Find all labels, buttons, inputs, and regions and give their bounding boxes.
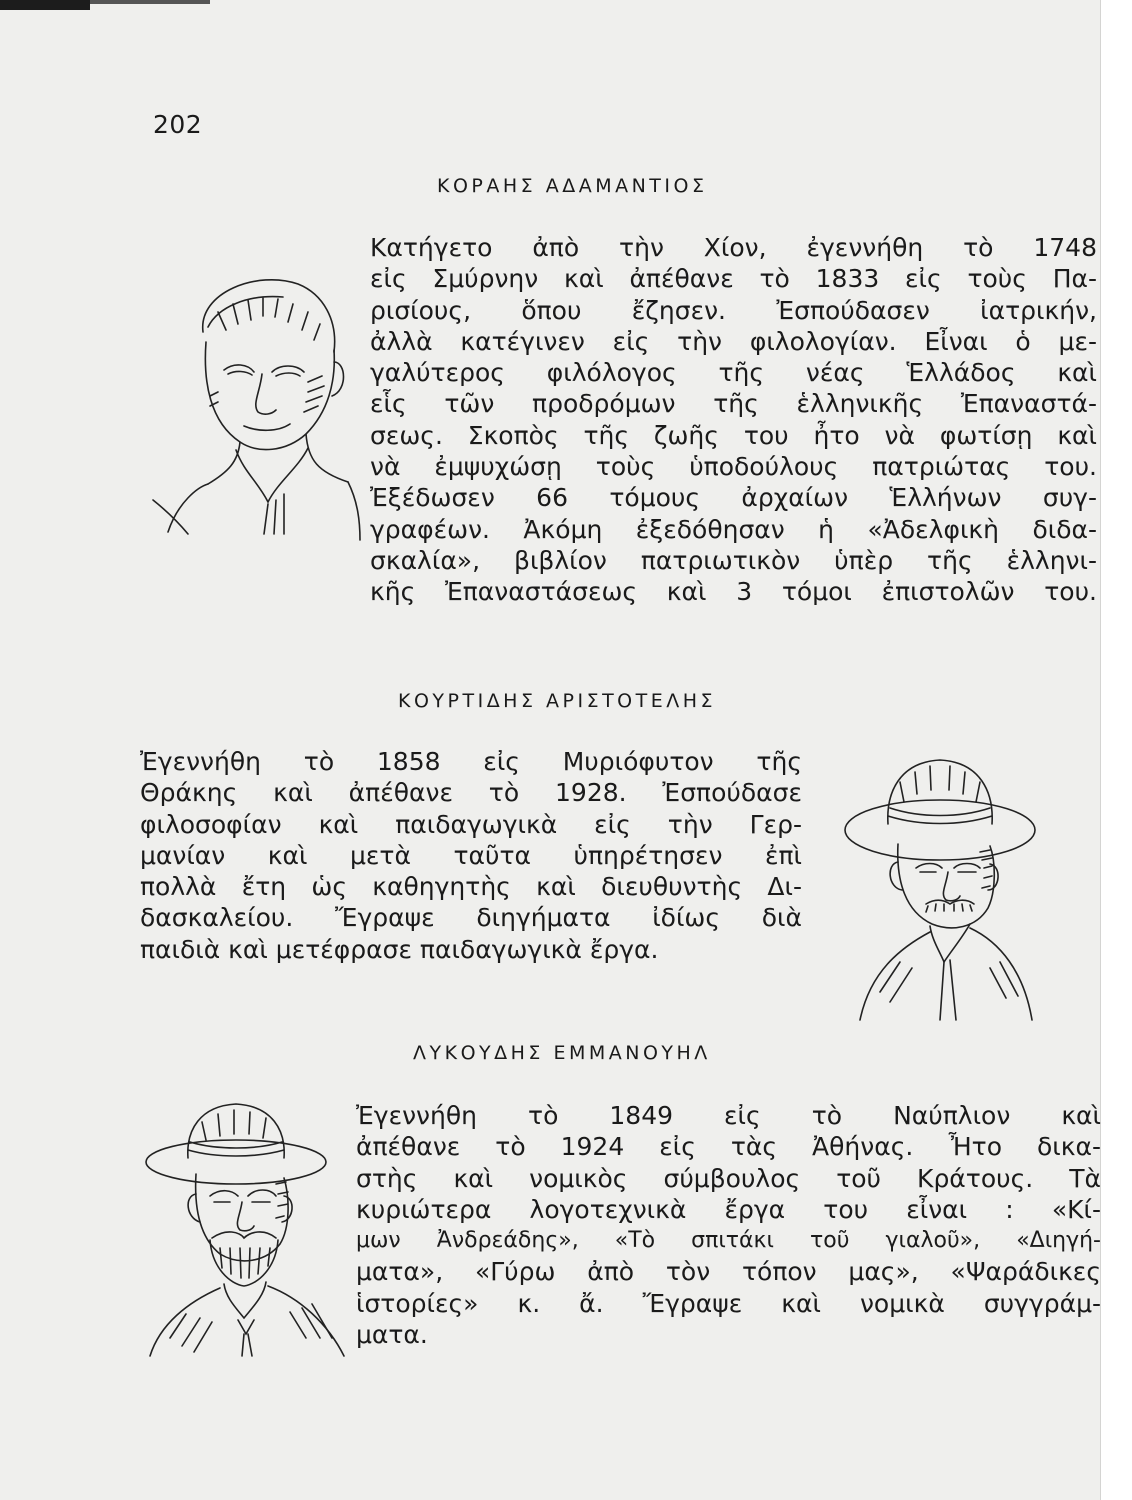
text-line: μων Ἀνδρεάδης», «Τὸ σπιτάκι τοῦ γιαλοῦ», «Διηγή- bbox=[356, 1228, 1101, 1254]
text-line: ματα», «Γύρω ἀπὸ τὸν τόπον μας», «Ψαράδικες bbox=[356, 1257, 1101, 1287]
text-line: Κατήγετο ἀπὸ τὴν Χίον, ἐγεννήθη τὸ 1748 bbox=[370, 233, 1097, 262]
entry-heading-lykoudis: ΛΥΚΟΥΔΗΣ ΕΜΜΑΝΟΥΗΛ bbox=[413, 1042, 711, 1064]
text-line: ἀλλὰ κατέγινεν εἰς τὴν φιλολογίαν. Εἶναι ὁ με- bbox=[370, 326, 1097, 356]
text-line: εἷς τῶν προδρόμων τῆς ἑλληνικῆς Ἐπαναστά- bbox=[370, 389, 1097, 419]
text-line: κῆς Ἐπαναστάσεως καὶ 3 τόμοι ἐπιστολῶν του. bbox=[370, 577, 1097, 607]
scan-edge-shadow bbox=[0, 0, 90, 10]
text-line: πολλὰ ἔτη ὡς καθηγητὴς καὶ διευθυντὴς Δι- bbox=[140, 872, 802, 902]
entry-heading-korais: ΚΟΡΑΗΣ ΑΔΑΜΑΝΤΙΟΣ bbox=[437, 175, 708, 197]
text-line: εἰς Σμύρνην καὶ ἀπέθανε τὸ 1833 εἰς τοὺς Πα- bbox=[370, 264, 1097, 294]
text-line: Ἐγεννήθη τὸ 1858 εἰς Μυριόφυτον τῆς bbox=[140, 747, 802, 776]
entry-text-lykoudis bbox=[356, 1100, 1101, 1350]
portrait-korais bbox=[148, 272, 363, 542]
text-line: ρισίους, ὅπου ἔζησεν. Ἐσπούδασεν ἰατρικήν, bbox=[370, 295, 1097, 325]
text-line: κυριώτερα λογοτεχνικὰ ἔργα του εἶναι : «Κί- bbox=[356, 1194, 1101, 1224]
text-line: γραφέων. Ἀκόμη ἐξεδόθησαν ἡ «Ἀδελφικὴ διδα- bbox=[370, 514, 1097, 544]
text-line: ματα. bbox=[356, 1320, 428, 1350]
page-number: 202 bbox=[153, 110, 203, 139]
text-line: στὴς καὶ νομικὸς σύμβουλος τοῦ Κράτους. Τὰ bbox=[356, 1163, 1101, 1193]
page-margin-edge bbox=[1100, 0, 1132, 1500]
entry-heading-kourtidis: ΚΟΥΡΤΙΔΗΣ ΑΡΙΣΤΟΤΕΛΗΣ bbox=[398, 690, 717, 712]
text-line: γαλύτερος φιλόλογος τῆς νέας Ἑλλάδος καὶ bbox=[370, 358, 1097, 388]
text-line: δασκαλείου. Ἔγραψε διηγήματα ἰδίως διὰ bbox=[140, 903, 802, 933]
text-line: μανίαν καὶ μετὰ ταῦτα ὑπηρέτησεν ἐπὶ bbox=[140, 840, 802, 870]
text-line: σεως. Σκοπὸς τῆς ζωῆς του ἦτο νὰ φωτίσῃ καὶ bbox=[370, 420, 1097, 450]
text-line: φιλοσοφίαν καὶ παιδαγωγικὰ εἰς τὴν Γερ- bbox=[140, 809, 802, 839]
text-line: σκαλία», βιβλίον πατριωτικὸν ὑπὲρ τῆς ἑλληνι- bbox=[370, 545, 1097, 575]
text-line: ἱστορίες» κ. ἄ. Ἔγραψε καὶ νομικὰ συγγράμ- bbox=[356, 1288, 1101, 1318]
text-line: παιδιὰ καὶ μετέφρασε παιδαγωγικὰ ἔργα. bbox=[140, 934, 659, 964]
text-line: Ἐγεννήθη τὸ 1849 εἰς τὸ Ναύπλιον καὶ bbox=[356, 1101, 1101, 1130]
scan-edge-shadow bbox=[90, 0, 210, 4]
text-line: Θράκης καὶ ἀπέθανε τὸ 1928. Ἐσπούδασε bbox=[140, 778, 802, 808]
entry-text-kourtidis bbox=[140, 746, 802, 965]
portrait-lykoudis bbox=[140, 1098, 350, 1358]
portrait-kourtidis bbox=[840, 752, 1040, 1022]
text-line: νὰ ἐμψυχώσῃ τοὺς ὑποδούλους πατριώτας του. bbox=[370, 452, 1097, 482]
text-line: ἀπέθανε τὸ 1924 εἰς τὰς Ἀθήνας. Ἦτο δικα- bbox=[356, 1132, 1101, 1162]
text-line: Ἐξέδωσεν 66 τόμους ἀρχαίων Ἑλλήνων συγ- bbox=[370, 483, 1097, 513]
entry-text-korais bbox=[370, 232, 1097, 608]
